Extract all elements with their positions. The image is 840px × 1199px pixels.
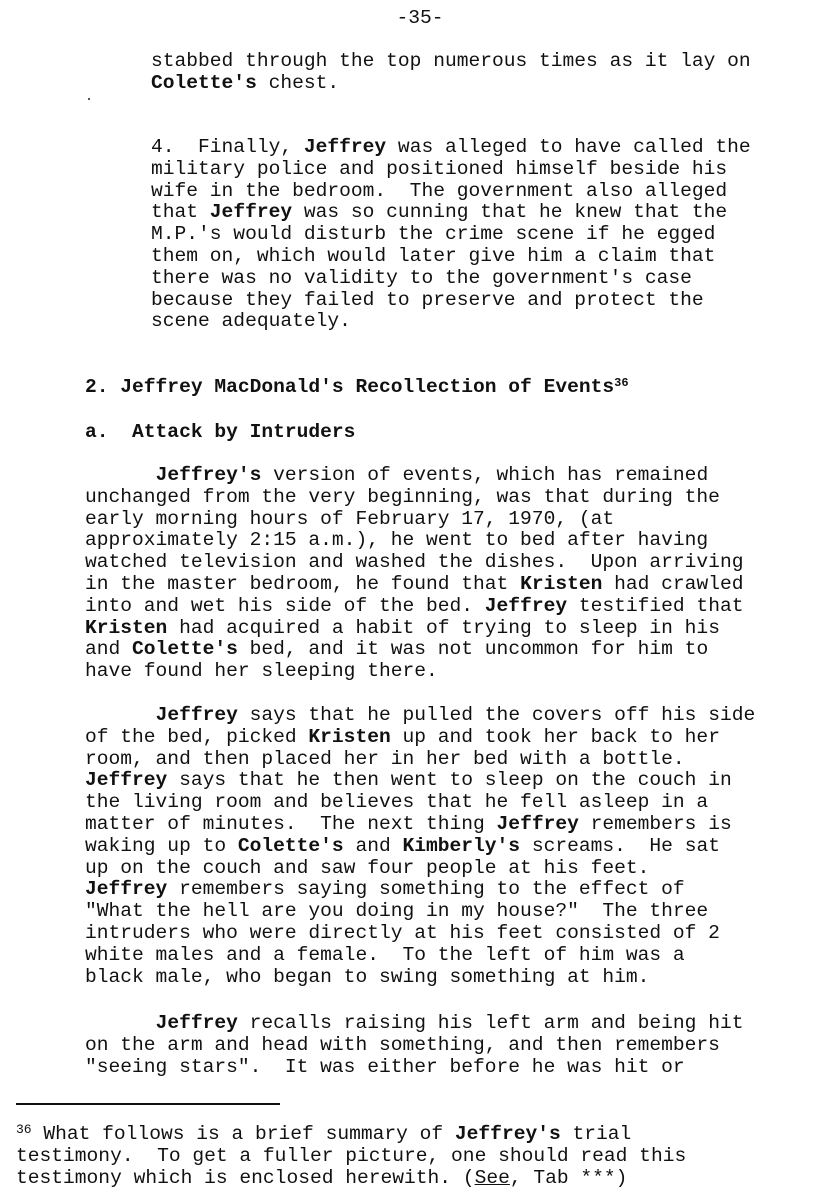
intro-paragraph: stabbed through the top numerous times as it lay on Colette's chest. [151, 50, 751, 94]
paragraph-3: Jeffrey recalls raising his left arm and being hit on the arm and head with something, and then remembers "seeing stars". It was either before he was hit or [85, 1012, 744, 1078]
name-colette: Colette's [151, 71, 257, 94]
footnote: $^{36}$ What follows is a brief summary of Jeffrey's trial testimony. To get a fuller picture, one should read this testimony which is enclosed herewith. (See, Tab ***) [16, 1122, 687, 1189]
stray-mark [88, 98, 90, 100]
name-jeffrey: Jeffrey [209, 201, 293, 224]
paragraph-1: Jeffrey's version of events, which has remained unchanged from the very beginning, was that during the early morning hours of February 17, 1970, (at approximately 2:15 a.m.), he went to bed after having watched television and washed the dishes. Upon arriving in the master bedroom, he found that Kristen had crawled into and wet his side of the bed. Jeffrey testified that Kristen had acquired a habit of trying to sleep in his and Colette's bed, and it was not uncommon for him to have found her sleeping there. [85, 464, 744, 683]
name-jeffrey: Jeffrey [303, 136, 387, 158]
footnote-number: 36 [16, 1122, 32, 1137]
footnote-divider [16, 1103, 280, 1105]
page-number: -35- [396, 7, 444, 29]
section-heading: 2. Jeffrey MacDonald's Recollection of Events$^{36}$ [85, 376, 629, 398]
paragraph-2: Jeffrey says that he pulled the covers off his side of the bed, picked Kristen up and took her back to her room, and then placed her in her bed with a bottle. Jeffrey says that he then went to sleep on the couch in the living room and believes that he fell asleep in a matter of minutes. The next thing Jeffrey remembers is waking up to Colette's and Kimberly's screams. He sat up on the couch and saw four people at his feet. Jeffrey remembers saying something to the effect of "What the hell are you doing in my house?" The three intruders who were directly at his feet consisted of 2 white males and a female. To the left of him was a black male, who began to swing something at him. [85, 704, 756, 988]
footnote-reference: 36 [614, 376, 629, 390]
subheading: a. Attack by Intruders [85, 421, 356, 443]
see-citation: See [474, 1166, 510, 1189]
item-4-paragraph: 4. Finally, Jeffrey was alleged to have called the military police and positioned himself beside his wife in the bedroom. The government also alleged that Jeffrey was so cunning that he knew that the M.P.'s would disturb the crime scene if he egged them on, which would later give him a claim that there was no validity to the government's case because they failed to preserve and protect the scene adequately. [151, 136, 751, 333]
